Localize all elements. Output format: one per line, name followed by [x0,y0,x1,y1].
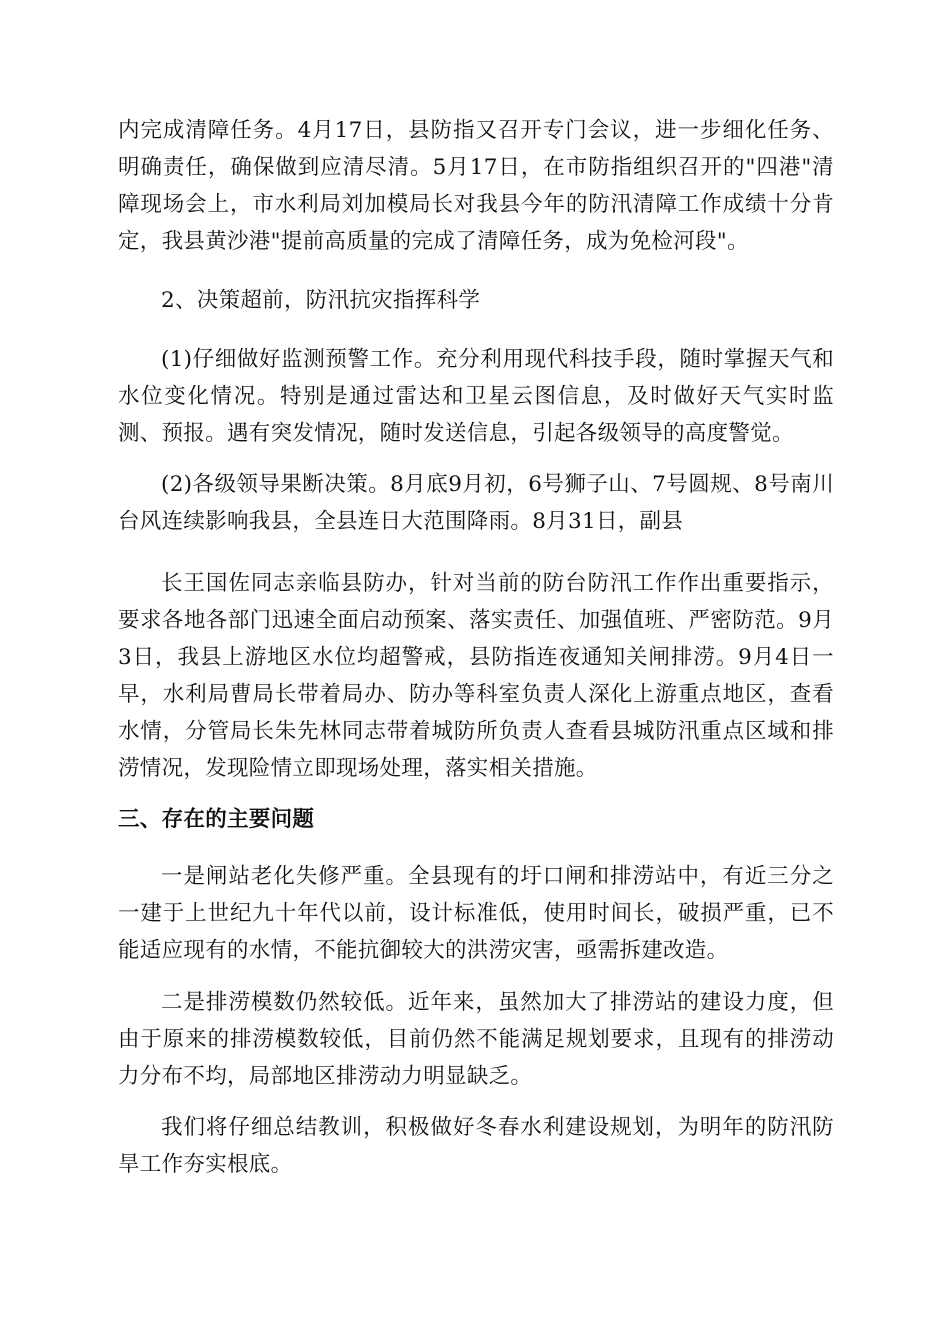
section-heading-problems: 三、存在的主要问题 [118,807,315,832]
paragraph-clearance-task: 内完成清障任务。4月17日，县防指又召开专门会议，进一步细化任务、明确责任，确保做到应清尽清。5月17日，在市防指组织召开的"四港"清障现场会上，市水利局刘加模局长对我县今年的防汛清障工作成绩十分肯定，我县黄沙港"提前高质量的完成了清障任务，成为免检河段"。 [118,118,834,254]
paragraph-problem-drainage-capacity: 二是排涝模数仍然较低。近年来，虽然加大了排涝站的建设力度，但由于原来的排涝模数较低，目前仍然不能满足规划要求，且现有的排涝动力分布不均，局部地区排涝动力明显缺乏。 [118,990,834,1089]
paragraph-monitoring: (1)仔细做好监测预警工作。充分利用现代科技手段，随时掌握天气和水位变化情况。特别是通过雷达和卫星云图信息，及时做好天气实时监测、预报。遇有突发情况，随时发送信息，引起各级领导的高度警觉。 [118,347,834,446]
paragraph-conclusion: 我们将仔细总结教训，积极做好冬春水利建设规划，为明年的防汛防旱工作夯实根底。 [118,1115,834,1177]
paragraph-problem-aging-sluices: 一是闸站老化失修严重。全县现有的圩口闸和排涝站中，有近三分之一建于上世纪九十年代以前，设计标准低，使用时间长，破损严重，已不能适应现有的水情，不能抗御较大的洪涝灾害，亟需拆建改造。 [118,864,834,963]
subheading-decision: 2、决策超前，防汛抗灾指挥科学 [161,288,481,313]
paragraph-field-inspection: 长王国佐同志亲临县防办，针对当前的防台防汛工作作出重要指示，要求各地各部门迅速全面启动预案、落实责任、加强值班、严密防范。9月3日，我县上游地区水位均超警戒，县防指连夜通知关闸排涝。9月4日一早，水利局曹局长带着局办、防办等科室负责人深化上游重点地区，查看水情，分管局长朱先林同志带着城防所负责人查看县城防汛重点区域和排涝情况，发现险情立即现场处理，落实相关措施。 [118,571,834,781]
paragraph-leadership-decision: (2)各级领导果断决策。8月底9月初，6号狮子山、7号圆规、8号南川台风连续影响我县，全县连日大范围降雨。8月31日，副县 [118,472,834,534]
